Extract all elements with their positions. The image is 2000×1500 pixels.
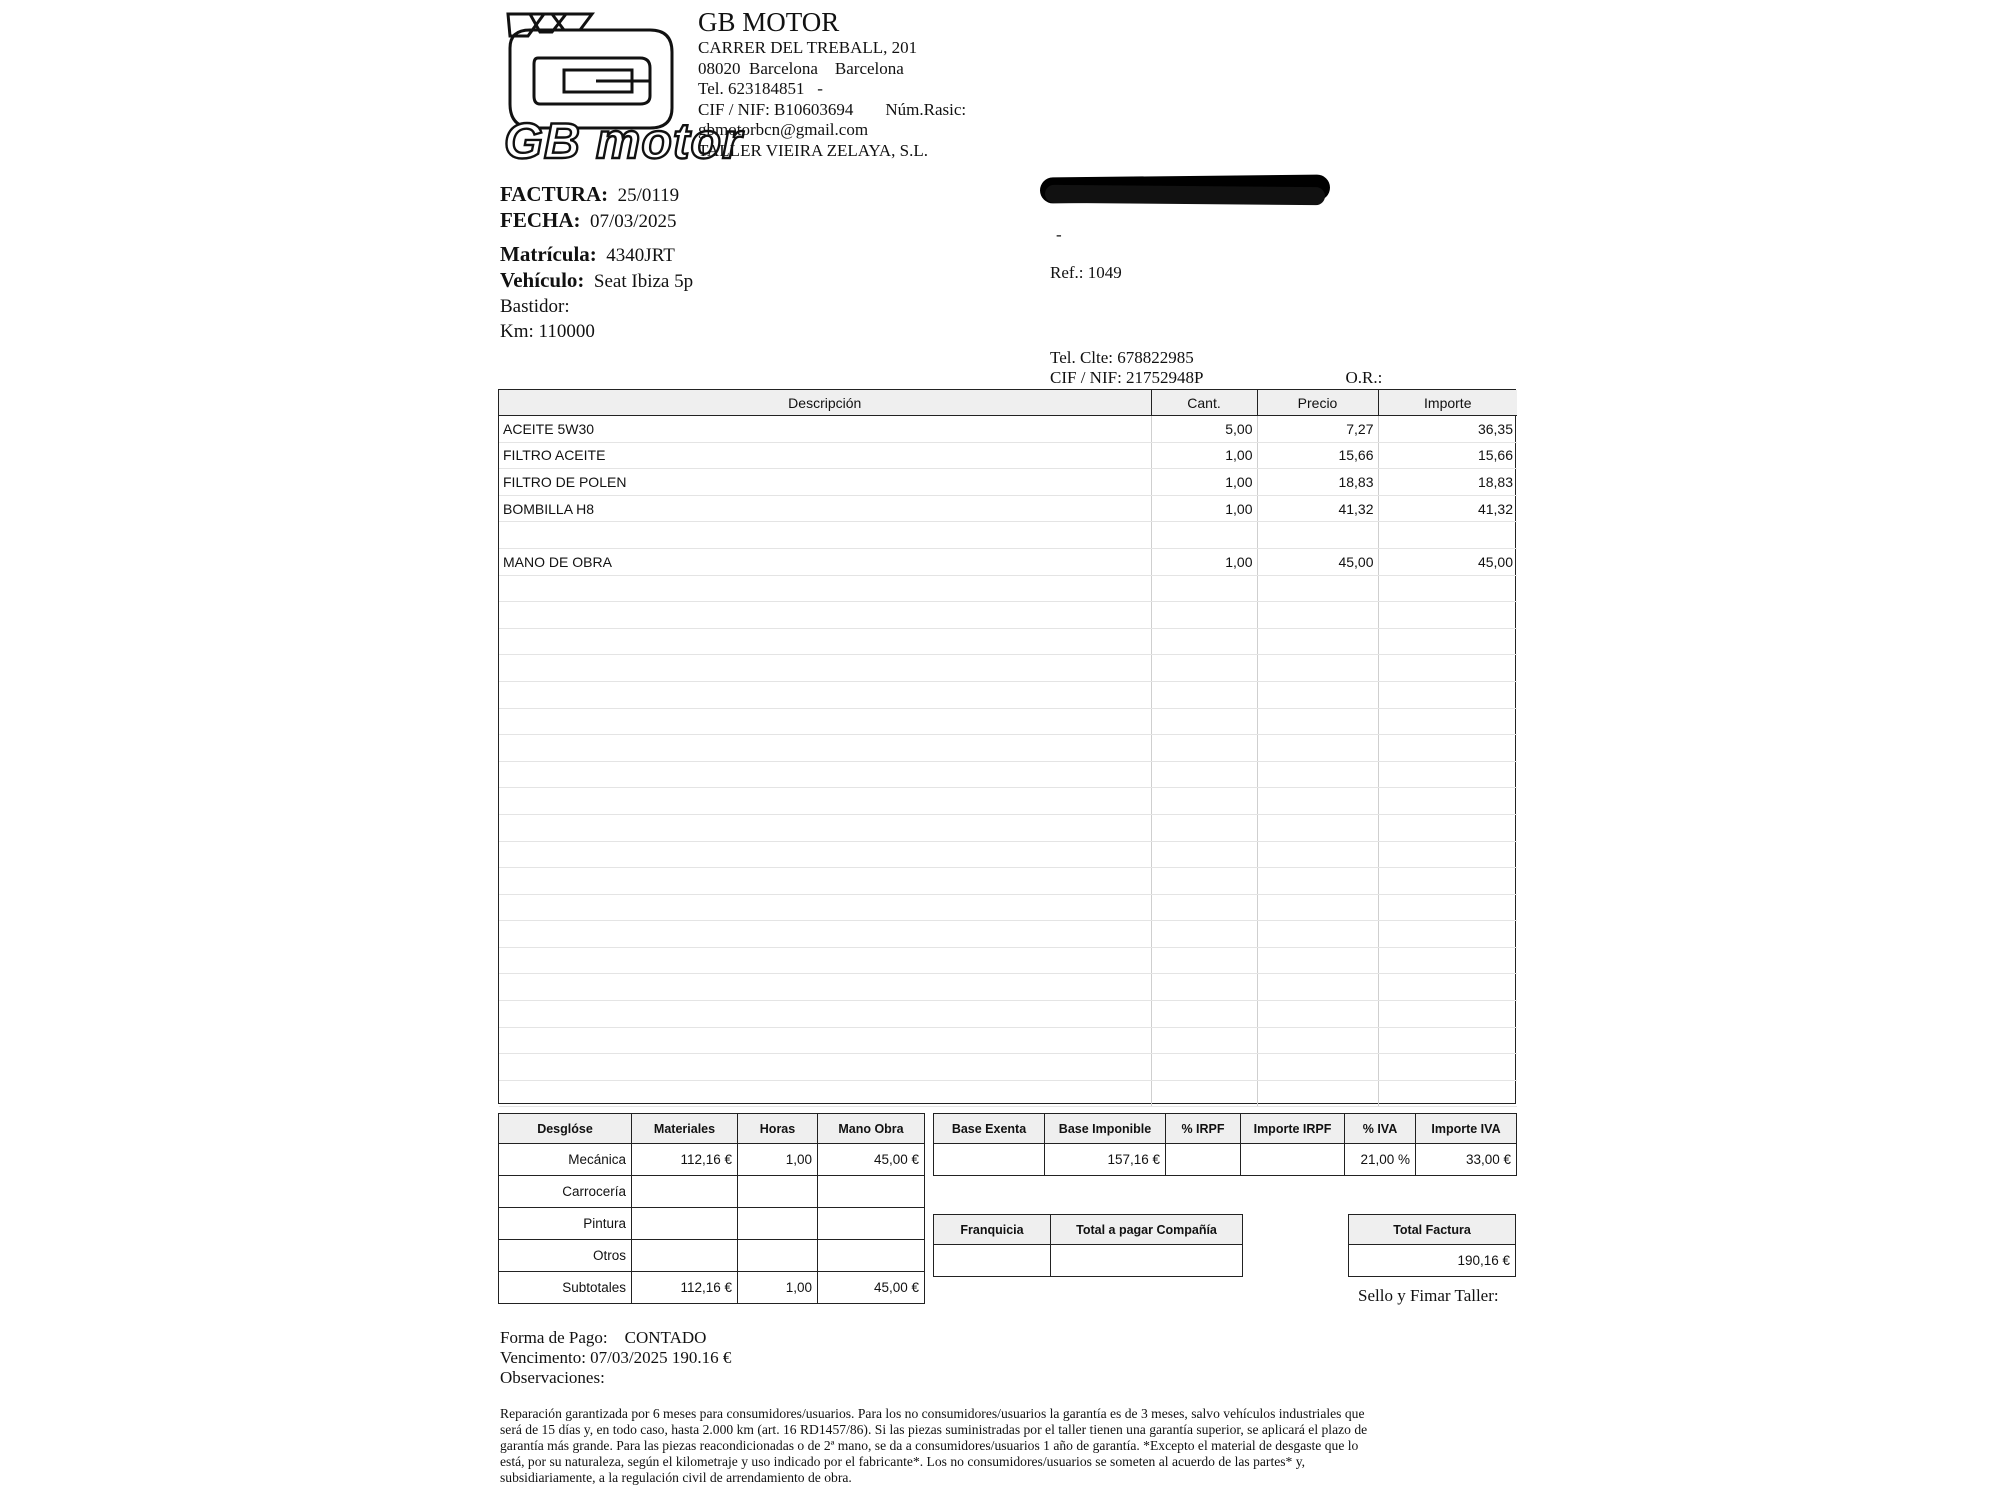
line-descripcion: MANO DE OBRA <box>499 548 1151 575</box>
line-descripcion <box>499 761 1151 788</box>
line-precio <box>1257 1027 1378 1054</box>
line-cantidad <box>1151 655 1257 682</box>
line-precio <box>1257 1054 1378 1081</box>
line-importe: 41,32 <box>1378 495 1517 522</box>
matricula-label: Matrícula: <box>500 242 597 266</box>
line-importe <box>1378 921 1517 948</box>
desglose-concepto: Pintura <box>499 1208 632 1240</box>
line-cantidad <box>1151 921 1257 948</box>
desglose-horas: 1,00 <box>738 1272 818 1304</box>
line-precio <box>1257 868 1378 895</box>
table-row <box>499 681 1517 708</box>
franquicia-header-row <box>934 1215 1243 1245</box>
importe-iva-value: 33,00 € <box>1416 1144 1517 1176</box>
observaciones: Observaciones: <box>500 1368 605 1387</box>
table-row <box>499 575 1517 602</box>
desglose-concepto: Otros <box>499 1240 632 1272</box>
factura-value: 25/0119 <box>617 185 680 206</box>
line-descripcion <box>499 814 1151 841</box>
table-row <box>499 602 1517 629</box>
line-precio <box>1257 1001 1378 1028</box>
header-precio: Precio <box>1257 390 1378 416</box>
line-importe <box>1378 628 1517 655</box>
fecha-value: 07/03/2025 <box>590 211 677 232</box>
desglose-concepto: Mecánica <box>499 1144 632 1176</box>
line-importe <box>1378 814 1517 841</box>
line-cantidad <box>1151 814 1257 841</box>
desglose-horas <box>738 1208 818 1240</box>
logo-text: GB motor <box>504 113 743 169</box>
line-cantidad <box>1151 628 1257 655</box>
line-descripcion <box>499 894 1151 921</box>
table-row <box>499 1027 1517 1054</box>
desglose-materiales <box>632 1240 738 1272</box>
line-precio <box>1257 522 1378 549</box>
total-compania-header: Total a pagar Compañía <box>1051 1215 1243 1245</box>
desglose-horas: 1,00 <box>738 1144 818 1176</box>
line-descripcion <box>499 1054 1151 1081</box>
line-precio <box>1257 788 1378 815</box>
line-cantidad <box>1151 868 1257 895</box>
vehiculo-row <box>500 268 693 294</box>
desglose-mano-obra: 45,00 € <box>818 1272 925 1304</box>
line-descripcion <box>499 602 1151 629</box>
company-phone: Tel. 623184851 - <box>698 79 823 98</box>
iva-pct-value: 21,00 % <box>1345 1144 1416 1176</box>
line-cantidad <box>1151 788 1257 815</box>
line-cantidad <box>1151 1001 1257 1028</box>
mano-obra-header: Mano Obra <box>818 1114 925 1144</box>
line-importe: 15,66 <box>1378 442 1517 469</box>
line-descripcion <box>499 947 1151 974</box>
total-compania-value <box>1051 1245 1243 1277</box>
line-precio <box>1257 841 1378 868</box>
line-precio <box>1257 947 1378 974</box>
table-row <box>499 841 1517 868</box>
materiales-header: Materiales <box>632 1114 738 1144</box>
company-logo <box>500 8 743 169</box>
franquicia-row <box>934 1245 1243 1277</box>
line-precio <box>1257 708 1378 735</box>
line-descripcion <box>499 1001 1151 1028</box>
line-descripcion <box>499 735 1151 762</box>
line-cantidad <box>1151 841 1257 868</box>
line-cantidad <box>1151 681 1257 708</box>
invoice-lines-table <box>498 389 1516 1104</box>
factura-label: FACTURA: <box>500 182 609 206</box>
matricula-row <box>500 242 693 268</box>
table-row <box>499 761 1517 788</box>
line-importe <box>1378 1001 1517 1028</box>
line-precio <box>1257 655 1378 682</box>
table-row <box>499 442 1517 469</box>
franquicia-table <box>933 1214 1243 1277</box>
line-descripcion <box>499 1027 1151 1054</box>
desglose-row <box>499 1176 925 1208</box>
table-row <box>499 416 1517 443</box>
line-cantidad <box>1151 761 1257 788</box>
importe-irpf-value <box>1241 1144 1345 1176</box>
base-imponible-value: 157,16 € <box>1045 1144 1166 1176</box>
line-precio: 15,66 <box>1257 442 1378 469</box>
line-importe <box>1378 841 1517 868</box>
client-ref: Ref.: 1049 <box>1050 263 1122 282</box>
total-table <box>1348 1214 1516 1277</box>
table-row <box>499 788 1517 815</box>
line-importe <box>1378 735 1517 762</box>
line-importe <box>1378 602 1517 629</box>
bastidor: Bastidor: <box>500 296 570 317</box>
line-descripcion: ACEITE 5W30 <box>499 416 1151 443</box>
line-precio <box>1257 628 1378 655</box>
company-cif-row <box>698 100 966 121</box>
line-importe <box>1378 947 1517 974</box>
irpf-pct-value <box>1166 1144 1241 1176</box>
client-dash: - <box>1056 225 1062 244</box>
line-precio <box>1257 1080 1378 1107</box>
desglose-concepto: Carrocería <box>499 1176 632 1208</box>
company-info <box>698 6 966 161</box>
line-descripcion <box>499 681 1151 708</box>
line-cantidad <box>1151 602 1257 629</box>
line-precio <box>1257 894 1378 921</box>
line-cantidad: 1,00 <box>1151 495 1257 522</box>
horas-header: Horas <box>738 1114 818 1144</box>
desglose-horas <box>738 1176 818 1208</box>
line-importe: 45,00 <box>1378 548 1517 575</box>
desglose-row <box>499 1272 925 1304</box>
line-cantidad: 5,00 <box>1151 416 1257 443</box>
line-precio <box>1257 575 1378 602</box>
desglose-concepto: Subtotales <box>499 1272 632 1304</box>
desglose-horas <box>738 1240 818 1272</box>
company-rasic: Núm.Rasic: <box>885 99 967 119</box>
total-factura-value: 190,16 € <box>1349 1245 1516 1277</box>
line-precio <box>1257 974 1378 1001</box>
line-cantidad <box>1151 735 1257 762</box>
header-cantidad: Cant. <box>1151 390 1257 416</box>
line-precio: 7,27 <box>1257 416 1378 443</box>
fecha-row <box>500 208 693 234</box>
client-block <box>1050 170 1122 284</box>
line-importe <box>1378 788 1517 815</box>
line-cantidad: 1,00 <box>1151 442 1257 469</box>
line-descripcion <box>499 974 1151 1001</box>
desglose-mano-obra: 45,00 € <box>818 1144 925 1176</box>
table-row <box>499 548 1517 575</box>
desglose-mano-obra <box>818 1240 925 1272</box>
company-legal-name: TALLER VIEIRA ZELAYA, S.L. <box>698 140 929 160</box>
line-cantidad: 1,00 <box>1151 469 1257 496</box>
line-importe <box>1378 681 1517 708</box>
line-importe <box>1378 894 1517 921</box>
line-precio: 45,00 <box>1257 548 1378 575</box>
line-descripcion <box>499 921 1151 948</box>
line-cantidad <box>1151 894 1257 921</box>
importe-iva-header: Importe IVA <box>1416 1114 1517 1144</box>
table-row <box>499 1001 1517 1028</box>
line-descripcion <box>499 628 1151 655</box>
line-precio: 41,32 <box>1257 495 1378 522</box>
line-precio <box>1257 735 1378 762</box>
line-cantidad <box>1151 522 1257 549</box>
line-precio <box>1257 681 1378 708</box>
table-row <box>499 894 1517 921</box>
line-precio <box>1257 814 1378 841</box>
line-cantidad <box>1151 575 1257 602</box>
line-descripcion: FILTRO ACEITE <box>499 442 1151 469</box>
line-precio <box>1257 761 1378 788</box>
table-row <box>499 1054 1517 1081</box>
franquicia-header: Franquicia <box>934 1215 1051 1245</box>
desglose-row <box>499 1144 925 1176</box>
line-importe <box>1378 655 1517 682</box>
desglose-materiales: 112,16 € <box>632 1144 738 1176</box>
payment-info <box>500 1328 731 1388</box>
table-row <box>499 469 1517 496</box>
franquicia-value <box>934 1245 1051 1277</box>
factura-row <box>500 182 693 208</box>
line-importe <box>1378 868 1517 895</box>
line-importe <box>1378 708 1517 735</box>
line-descripcion <box>499 841 1151 868</box>
line-descripcion <box>499 1080 1151 1107</box>
line-cantidad <box>1151 974 1257 1001</box>
matricula-value: 4340JRT <box>606 245 675 266</box>
client-cif: CIF / NIF: 21752948P <box>1050 368 1204 387</box>
warranty-legal-text: Reparación garantizada por 6 meses para consumidores/usuarios. Para los no consumidores/usuarios la garantía es de 3 meses, salvo vehículos industriales que será de 15 días y, en todo caso, hasta 2.000 km (art. 16 RD1457/86). Si las piezas suministradas por el taller tienen una garantía superior, se aplicará el plazo de garantía más grande. Para las piezas reacondicionadas o de 2ª mano, se da a consumidores/usuarios 1 año de garantía. *Excepto el material de desgaste que lo está, por su naturaleza, según el kilometraje y uso indicado por el fabricante*. Los no consumidores/usuarios se someten al acuerdo de las partes* y, subsidiariamente, a la regulación civil de arrendamiento de obra. <box>500 1406 1368 1485</box>
table-row <box>499 1080 1517 1107</box>
fecha-label: FECHA: <box>500 208 581 232</box>
line-descripcion <box>499 655 1151 682</box>
desglose-mano-obra <box>818 1176 925 1208</box>
line-cantidad <box>1151 708 1257 735</box>
company-city: 08020 Barcelona Barcelona <box>698 58 904 78</box>
header-importe: Importe <box>1378 390 1517 416</box>
line-descripcion <box>499 788 1151 815</box>
line-cantidad <box>1151 1027 1257 1054</box>
table-row <box>499 495 1517 522</box>
client-tel: Tel. Clte: 678822985 <box>1050 348 1194 367</box>
line-descripcion: BOMBILLA H8 <box>499 495 1151 522</box>
header-descripcion: Descripción <box>499 390 1151 416</box>
table-row <box>499 708 1517 735</box>
line-importe <box>1378 575 1517 602</box>
company-address: CARRER DEL TREBALL, 201 <box>698 38 918 57</box>
total-factura-label: Total Factura <box>1349 1215 1516 1245</box>
line-descripcion <box>499 575 1151 602</box>
base-exenta-value <box>934 1144 1045 1176</box>
line-precio <box>1257 921 1378 948</box>
table-row <box>499 735 1517 762</box>
lines-header-row <box>499 390 1517 416</box>
desglose-materiales: 112,16 € <box>632 1272 738 1304</box>
company-email: gbmotorbcn@gmail.com <box>698 120 869 139</box>
desglose-header-row <box>499 1114 925 1144</box>
line-descripcion <box>499 522 1151 549</box>
line-descripcion <box>499 708 1151 735</box>
table-row <box>499 947 1517 974</box>
line-importe <box>1378 974 1517 1001</box>
line-importe: 36,35 <box>1378 416 1517 443</box>
base-imponible-header: Base Imponible <box>1045 1114 1166 1144</box>
desglose-materiales <box>632 1208 738 1240</box>
line-importe <box>1378 1080 1517 1107</box>
km: Km: 110000 <box>500 321 595 342</box>
line-descripcion: FILTRO DE POLEN <box>499 469 1151 496</box>
client-contact <box>1050 348 1382 388</box>
line-precio <box>1257 602 1378 629</box>
desglose-mano-obra <box>818 1208 925 1240</box>
line-descripcion <box>499 868 1151 895</box>
line-cantidad <box>1151 1054 1257 1081</box>
line-cantidad <box>1151 1080 1257 1107</box>
base-exenta-header: Base Exenta <box>934 1114 1045 1144</box>
forma-de-pago: Forma de Pago: CONTADO <box>500 1328 707 1347</box>
invoice-meta <box>500 182 693 344</box>
table-row <box>499 974 1517 1001</box>
company-cif: CIF / NIF: B10603694 <box>698 99 854 119</box>
desglose-row <box>499 1240 925 1272</box>
iva-pct-header: % IVA <box>1345 1114 1416 1144</box>
or-label: O.R.: <box>1345 368 1383 387</box>
table-row <box>499 628 1517 655</box>
table-row <box>499 522 1517 549</box>
tax-row <box>934 1144 1517 1176</box>
line-cantidad <box>1151 947 1257 974</box>
desglose-materiales <box>632 1176 738 1208</box>
table-row <box>499 921 1517 948</box>
line-importe: 18,83 <box>1378 469 1517 496</box>
line-importe <box>1378 761 1517 788</box>
vehiculo-value: Seat Ibiza 5p <box>593 271 694 292</box>
line-precio: 18,83 <box>1257 469 1378 496</box>
vencimiento: Vencimento: 07/03/2025 190.16 € <box>500 1348 732 1367</box>
irpf-pct-header: % IRPF <box>1166 1114 1241 1144</box>
company-name: GB MOTOR <box>698 7 840 37</box>
table-row <box>499 814 1517 841</box>
desglose-table <box>498 1113 925 1304</box>
line-importe <box>1378 1054 1517 1081</box>
table-row <box>499 655 1517 682</box>
desglose-header: Desglóse <box>499 1114 632 1144</box>
line-importe <box>1378 1027 1517 1054</box>
importe-irpf-header: Importe IRPF <box>1241 1114 1345 1144</box>
line-importe <box>1378 522 1517 549</box>
tax-table <box>933 1113 1517 1176</box>
table-row <box>499 868 1517 895</box>
line-cantidad: 1,00 <box>1151 548 1257 575</box>
desglose-row <box>499 1208 925 1240</box>
sello-firma-label: Sello y Fimar Taller: <box>1358 1286 1499 1305</box>
tax-header-row <box>934 1114 1517 1144</box>
vehiculo-label: Vehículo: <box>500 268 585 292</box>
